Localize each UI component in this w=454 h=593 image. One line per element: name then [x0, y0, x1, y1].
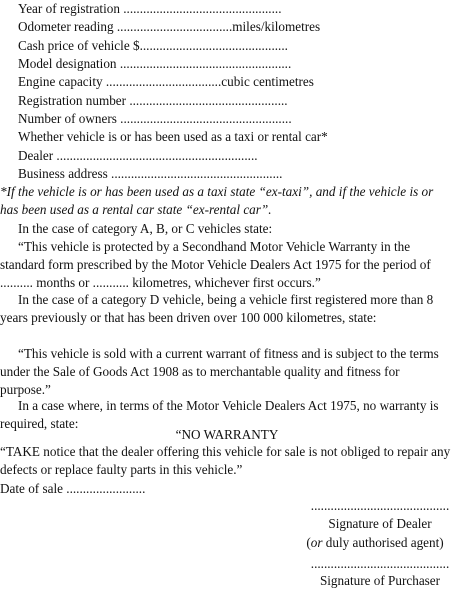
- agent-note-text: duly authorised agent): [325, 535, 444, 550]
- field-number-of-owners: Number of owners ....................................................: [18, 111, 292, 126]
- field-odometer-reading: Odometer reading ...................................miles/kilometres: [18, 19, 321, 34]
- category-d-statement: “This vehicle is sold with a current warrant of fitness and is subject to the terms under the Sale of Goods Act 1908 as to merchantable quality and fitness for purpose.”: [0, 346, 439, 397]
- field-model-designation: Model designation ....................................................: [18, 56, 292, 71]
- field-year-of-registration: Year of registration ................................................: [18, 1, 282, 16]
- category-d-intro: In the case of a category D vehicle, being a vehicle first registered more than 8 years previously or that has been driven over 100 000 kilometres, state:: [0, 292, 434, 325]
- date-of-sale: Date of sale ........................: [0, 481, 146, 496]
- field-cash-price: Cash price of vehicle $.............................................: [18, 38, 288, 53]
- or-word: or: [310, 535, 323, 550]
- category-abc-intro: In the case of category A, B, or C vehicles state:: [18, 221, 273, 236]
- no-warranty-intro: In a case where, in terms of the Motor Vehicle Dealers Act 1975, no warranty is required, state:: [0, 398, 439, 431]
- purchaser-signature-line: ..........................................: [310, 556, 450, 571]
- taxi-rental-footnote: *If the vehicle is or has been used as a taxi state “ex-taxi”, and if the vehicle is or has been used as a rental car state “ex-rental car”.: [0, 184, 434, 217]
- field-engine-capacity: Engine capacity ...................................cubic centimetres: [18, 74, 314, 89]
- field-dealer: Dealer .............................................................: [18, 148, 258, 163]
- field-registration-number: Registration number ................................................: [18, 93, 288, 108]
- dealer-agent-note: (or duly authorised agent): [306, 535, 444, 550]
- field-business-address: Business address ....................................................: [18, 166, 283, 181]
- no-warranty-statement: “TAKE notice that the dealer offering this vehicle for sale is not obliged to repair any defects or replace faulty parts in this vehicle.”: [0, 444, 451, 477]
- dealer-signature-label: Signature of Dealer: [328, 516, 432, 531]
- field-taxi-or-rental: Whether vehicle is or has been used as a taxi or rental car*: [18, 129, 328, 144]
- purchaser-signature-label: Signature of Purchaser: [319, 573, 441, 588]
- category-abc-statement: “This vehicle is protected by a Secondhand Motor Vehicle Warranty in the standard form prescribed by the Motor Vehicle Dealers Act 1975 for the period of .......... months or ........... kilometres, whichever first occurs.”: [0, 239, 431, 290]
- dealer-signature-line: ..........................................: [310, 498, 450, 513]
- no-warranty-heading: “NO WARRANTY: [175, 427, 279, 442]
